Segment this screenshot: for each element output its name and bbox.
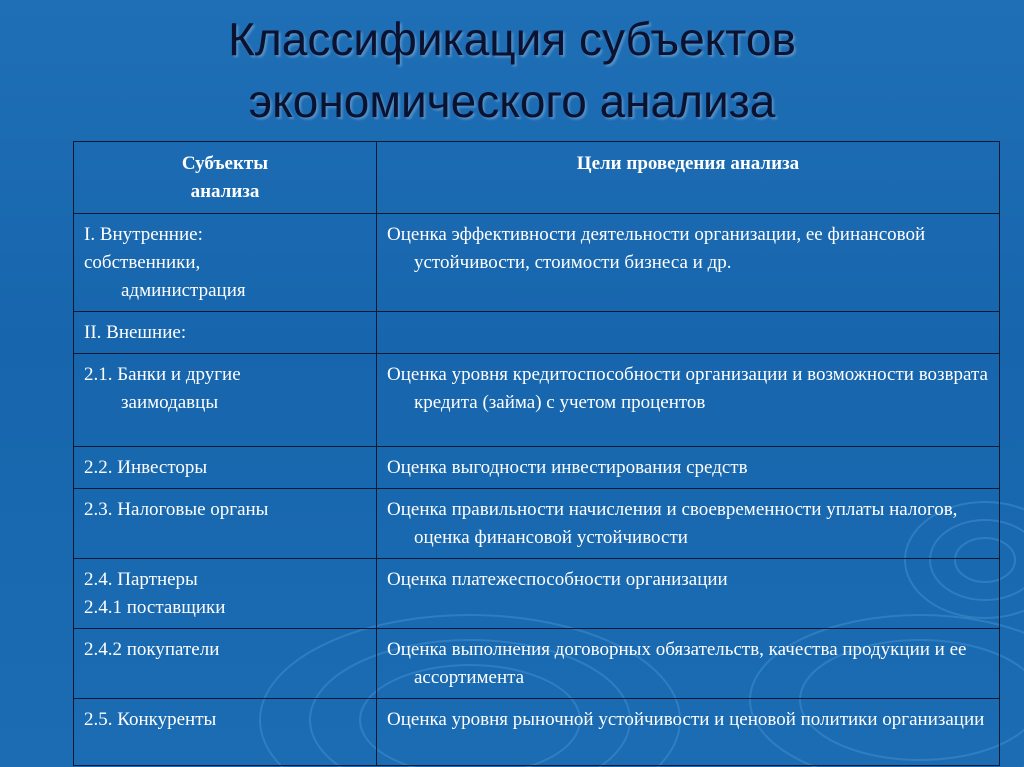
title-line-1: Классификация субъектов <box>228 13 796 65</box>
subject-line: 2.4.1 поставщики <box>84 597 226 618</box>
subject-line: 2.5. Конкуренты <box>84 709 217 730</box>
goal-cell: Оценка эффективности деятельности организации, ее финансовой устойчивости, стоимости бизнеса и др. <box>377 214 1000 312</box>
subject-cell <box>74 312 377 354</box>
subject-cell <box>74 629 377 699</box>
table-row <box>74 489 1000 559</box>
subject-cell <box>74 699 377 766</box>
table-row <box>74 354 1000 447</box>
table-row <box>74 629 1000 699</box>
goal-cell: Оценка платежеспособности организации <box>377 559 1000 629</box>
subject-cell <box>74 447 377 489</box>
subject-line: 2.1. Банки и другие <box>84 364 241 385</box>
goal-cell: Оценка выполнения договорных обязательств, качества продукции и ее ассортимента <box>377 629 1000 699</box>
subject-line: заимодавцы <box>121 392 219 413</box>
subject-cell <box>74 489 377 559</box>
header-subjects-line-1: Субъекты <box>181 153 269 174</box>
goal-cell: Оценка правильности начисления и своевременности уплаты налогов, оценка финансовой устойчивости <box>377 489 1000 559</box>
subject-line: I. Внутренние: <box>84 224 203 245</box>
subject-cell <box>74 354 377 447</box>
table-row <box>74 447 1000 489</box>
table-row <box>74 699 1000 766</box>
goal-cell <box>377 312 1000 354</box>
table-header-row <box>74 142 1000 214</box>
subject-line: 2.4. Партнеры <box>84 569 198 590</box>
subject-line: собственники, <box>84 252 201 273</box>
classification-table <box>73 141 1000 766</box>
table-row <box>74 214 1000 312</box>
subject-line: II. Внешние: <box>84 322 187 343</box>
goal-cell: Оценка уровня рыночной устойчивости и ценовой политики организации <box>377 699 1000 766</box>
subject-line: 2.3. Налоговые органы <box>84 499 269 520</box>
title-line-2: экономического анализа <box>248 75 776 127</box>
table-row <box>74 312 1000 354</box>
goal-cell: Оценка выгодности инвестирования средств <box>377 447 1000 489</box>
subject-line: 2.2. Инвесторы <box>84 457 208 478</box>
subject-line: администрация <box>121 280 246 301</box>
header-subjects <box>74 142 377 214</box>
table-row <box>74 559 1000 629</box>
subject-line: 2.4.2 покупатели <box>84 639 220 660</box>
subject-cell <box>74 214 377 312</box>
page-title <box>0 8 1024 132</box>
goal-cell: Оценка уровня кредитоспособности организации и возможности возврата кредита (займа) с учетом процентов <box>377 354 1000 447</box>
header-subjects-line-2: анализа <box>190 181 260 202</box>
header-goals: Цели проведения анализа <box>377 142 1000 214</box>
subject-cell <box>74 559 377 629</box>
